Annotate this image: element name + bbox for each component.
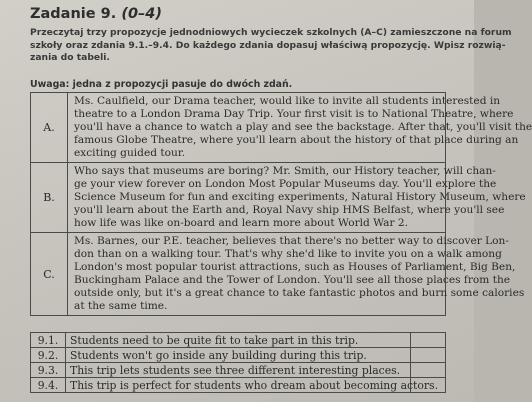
proposal-letter: B. [31, 163, 68, 233]
statements-table [30, 332, 446, 393]
statement-number: 9.1. [31, 333, 66, 348]
proposal-line: outside only, but it's a great chance to take fantastic photos and burn some calories [74, 287, 525, 299]
task-points: (0–4) [121, 6, 162, 22]
instruction-line: zania do tabeli. [30, 52, 110, 63]
statement-text: This trip lets students see three different interesting places. [66, 363, 411, 378]
task-title-text: Zadanie 9. [30, 6, 117, 22]
statement-row [31, 363, 446, 378]
proposal-line: how life was like on-board and learn more about World War 2. [74, 217, 408, 229]
proposal-row [31, 93, 446, 163]
proposal-text [68, 93, 532, 163]
proposal-line: Buckingham Palace and the Tower of London. You'll see all those places from the [74, 274, 511, 286]
statement-number: 9.2. [31, 348, 66, 363]
proposal-line: Ms. Caulfield, our Drama teacher, would like to invite all students interested in [74, 95, 501, 107]
proposal-line: theatre to a London Drama Day Trip. Your first visit is to National Theatre, where [74, 108, 514, 120]
proposal-line: exciting guided tour. [74, 147, 186, 159]
statement-row [31, 348, 446, 363]
answer-cell[interactable] [411, 363, 446, 378]
statement-text: This trip is perfect for students who dream about becoming actors. [66, 378, 411, 393]
instruction-line: szkoły oraz zdania 9.1.–9.4. Do każdego zdania dopasuj właściwą propozycję. Wpisz rozwią- [30, 39, 506, 51]
proposal-letter: A. [31, 93, 68, 163]
statement-text: Students won't go inside any building during this trip. [66, 348, 411, 363]
proposal-text [68, 163, 526, 233]
proposal-text [68, 233, 525, 316]
statement-row [31, 333, 446, 348]
proposal-line: London's most popular tourist attractions, such as Houses of Parliament, Big Ben, [74, 261, 516, 273]
statement-number: 9.4. [31, 378, 66, 393]
proposal-row [31, 163, 446, 233]
statement-number: 9.3. [31, 363, 66, 378]
statement-text: Students need to be quite fit to take part in this trip. [66, 333, 411, 348]
proposal-line: you'll have a chance to watch a play and see the backstage. After that, you'll visit the [74, 121, 532, 133]
proposal-line: at the same time. [74, 300, 168, 312]
proposal-line: ge your view forever on London Most Popular Museums day. You'll explore the [74, 178, 497, 190]
proposal-line: don than on a walking tour. That's why she'd like to invite you on a walk among [74, 248, 502, 260]
proposal-row [31, 233, 446, 316]
proposal-line: you'll learn about the Earth and, Royal Navy ship HMS Belfast, where you'll see [74, 204, 505, 216]
statement-row [31, 378, 446, 393]
task-note: Uwaga: jedna z propozycji pasuje do dwóch zdań. [30, 79, 293, 90]
task-title [30, 6, 162, 22]
proposal-line: Science Museum for fun and exciting experiments, Natural History Museum, where [74, 191, 526, 203]
answer-cell[interactable] [411, 348, 446, 363]
proposal-line: Who says that museums are boring? Mr. Smith, our History teacher, will chan- [74, 165, 496, 177]
task-instructions [30, 27, 512, 65]
proposal-line: famous Globe Theatre, where you'll learn about the history of that place during an [74, 134, 519, 146]
answer-cell[interactable] [411, 333, 446, 348]
proposal-letter: C. [31, 233, 68, 316]
proposal-line: Ms. Barnes, our P.E. teacher, believes that there's no better way to discover Lon- [74, 235, 509, 247]
instruction-line: Przeczytaj trzy propozycje jednodniowych wycieczek szkolnych (A–C) zamieszczone na forum [30, 27, 512, 38]
proposals-table [30, 92, 532, 316]
